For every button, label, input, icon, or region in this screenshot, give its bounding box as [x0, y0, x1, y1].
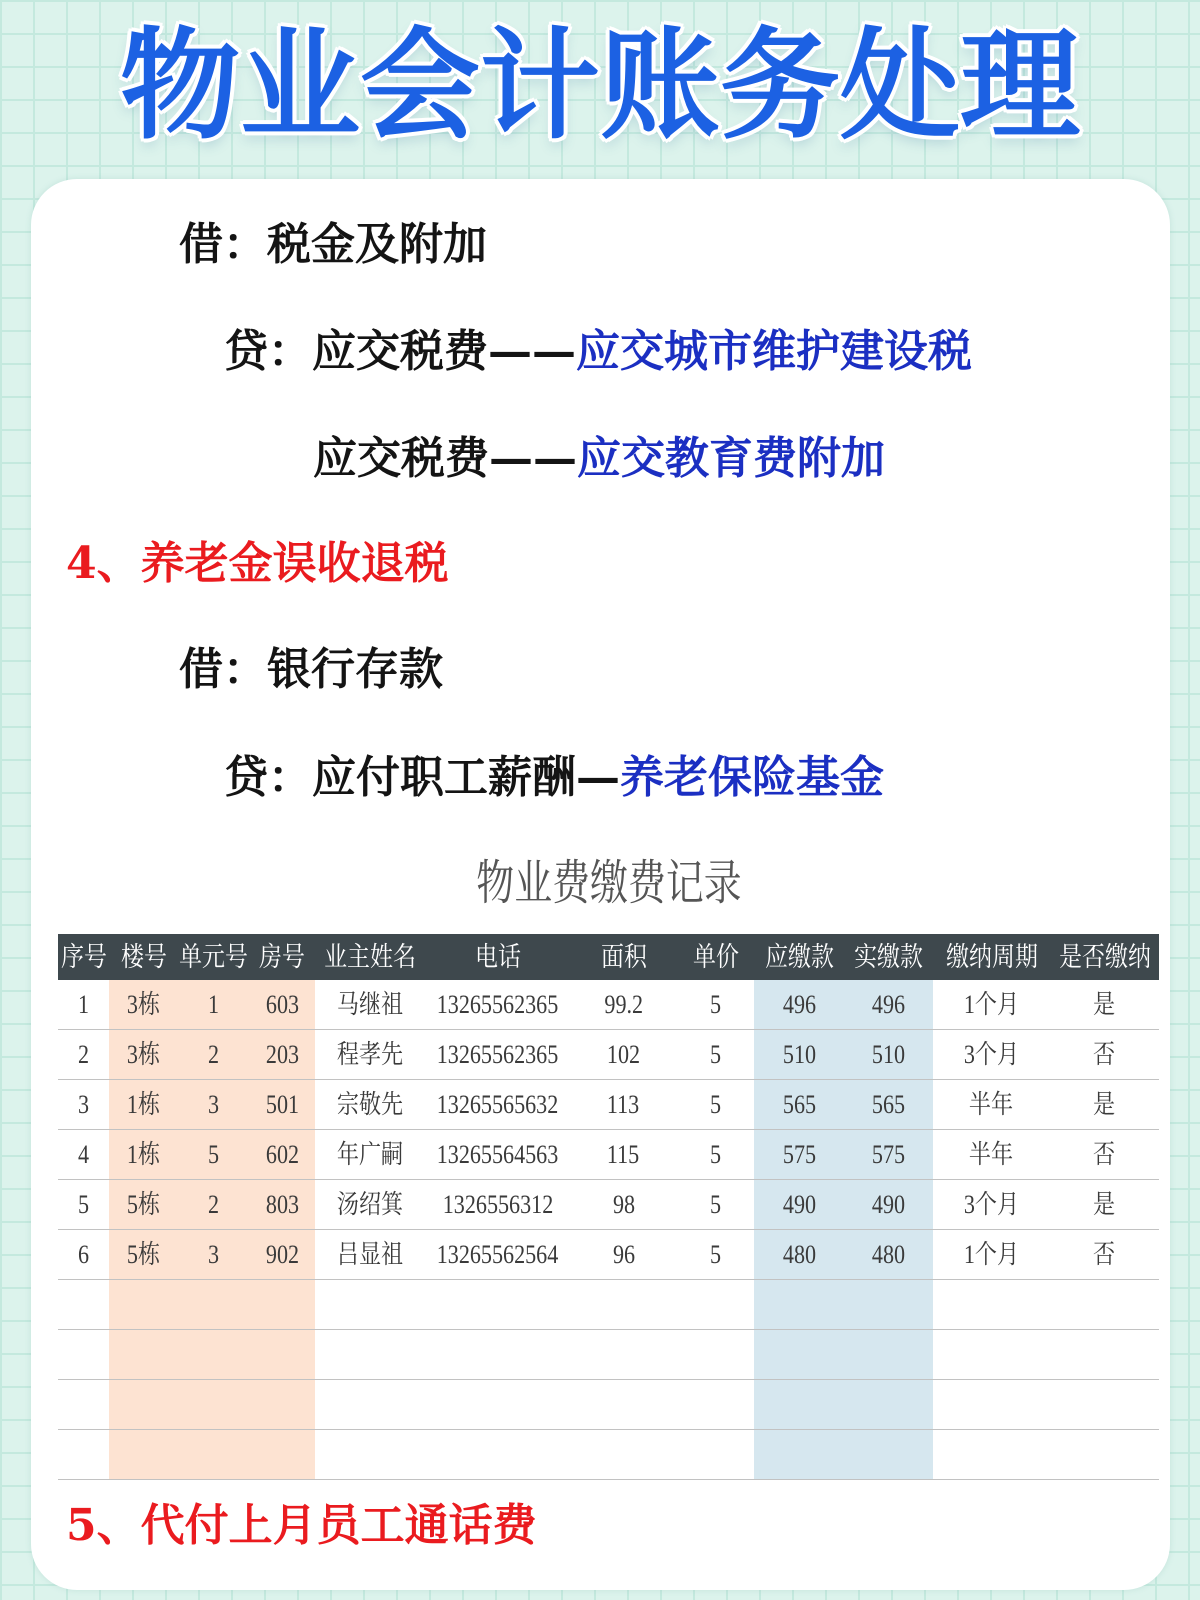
cell-room: [249, 1180, 315, 1229]
cell-amount-due: [754, 1230, 844, 1279]
cell-room-text: 501: [265, 1089, 299, 1119]
header-room: [249, 934, 315, 980]
section-4-heading: 4、养老金误收退税: [66, 538, 449, 589]
cell-owner-name-text: 年广嗣: [336, 1139, 404, 1169]
empty-cell: [249, 1430, 315, 1479]
cell-seq-text: 6: [77, 1239, 90, 1269]
header-area-text: 面积: [600, 941, 647, 973]
empty-cell: [249, 1330, 315, 1379]
cell-paid-status-text: 否: [1093, 1139, 1116, 1169]
tax-debit-line: [179, 219, 487, 271]
cell-area: [570, 1030, 677, 1079]
cell-owner-name-text: 程孝先: [336, 1039, 404, 1069]
empty-cell: [425, 1280, 570, 1329]
cell-room: [249, 980, 315, 1029]
cell-area-text: 96: [612, 1239, 635, 1269]
education-surcharge-credit-line: [313, 433, 885, 485]
cell-room: [249, 1030, 315, 1079]
cell-seq-text: 3: [77, 1089, 90, 1119]
header-amount-due: [754, 934, 844, 980]
header-unit-price-text: 单价: [692, 941, 739, 973]
cell-amount-due: [754, 1180, 844, 1229]
credit-prefix: 应交税费——: [313, 433, 577, 484]
cell-phone-text: 13265565632: [436, 1089, 559, 1119]
cell-phone: [425, 1180, 570, 1229]
header-unit: [178, 934, 249, 980]
cell-phone: [425, 1080, 570, 1129]
cell-paid-status: [1050, 1130, 1159, 1179]
cell-area: [570, 1130, 677, 1179]
cell-paid-status: [1050, 1030, 1159, 1079]
cell-owner-name: [315, 1080, 425, 1129]
cell-building-text: 3栋: [126, 989, 161, 1019]
table-row: [58, 1080, 1159, 1130]
empty-cell: [425, 1330, 570, 1379]
cell-amount-paid-text: 510: [871, 1039, 906, 1069]
cell-unit-price-text: 5: [709, 1089, 722, 1119]
fee-record-table: [58, 934, 1159, 1480]
empty-cell: [754, 1430, 844, 1479]
table-row: [58, 980, 1159, 1030]
empty-cell: [677, 1380, 754, 1429]
cell-unit-price: [677, 1130, 754, 1179]
header-amount-paid: [844, 934, 933, 980]
cell-unit-price-text: 5: [709, 1189, 722, 1219]
empty-cell: [58, 1280, 109, 1329]
cell-payment-period: [933, 1230, 1050, 1279]
header-amount-due-text: 应缴款: [764, 941, 834, 973]
empty-cell: [249, 1280, 315, 1329]
cell-unit-price: [677, 1230, 754, 1279]
cell-building-text: 5栋: [126, 1239, 161, 1269]
cell-area-text: 115: [607, 1139, 640, 1169]
cell-unit-price: [677, 1030, 754, 1079]
cell-payment-period: [933, 1030, 1050, 1079]
empty-cell: [1050, 1280, 1159, 1329]
section-5-heading: 5、代付上月员工通话费: [66, 1500, 537, 1551]
empty-cell: [570, 1380, 677, 1429]
cell-amount-paid-text: 496: [871, 989, 906, 1019]
cell-area: [570, 980, 677, 1029]
cell-phone-text: 13265562564: [436, 1239, 559, 1269]
table-title-text: 物业费缴费记录: [476, 855, 742, 911]
table-row: [58, 1180, 1159, 1230]
empty-cell: [249, 1380, 315, 1429]
empty-table-row: [58, 1380, 1159, 1430]
empty-cell: [754, 1280, 844, 1329]
cell-room-text: 902: [265, 1239, 299, 1269]
cell-payment-period-text: 3个月: [963, 1189, 1020, 1219]
cell-unit: [178, 980, 249, 1029]
cell-unit-price-text: 5: [709, 989, 722, 1019]
cell-seq: [58, 1180, 109, 1229]
cell-unit-text: 2: [207, 1039, 220, 1069]
cell-owner-name-text: 宗敬先: [336, 1089, 404, 1119]
empty-cell: [58, 1380, 109, 1429]
credit-prefix: 贷：应交税费——: [224, 326, 576, 377]
cell-amount-paid: [844, 1130, 933, 1179]
header-paid-status-text: 是否缴纳: [1058, 941, 1151, 973]
cell-payment-period-text: 3个月: [963, 1039, 1020, 1069]
table-title: [409, 853, 809, 913]
cell-amount-due-text: 575: [782, 1139, 816, 1169]
empty-cell: [425, 1430, 570, 1479]
header-building-text: 楼号: [120, 941, 167, 973]
cell-area-text: 99.2: [604, 989, 643, 1019]
cell-room: [249, 1130, 315, 1179]
cell-paid-status: [1050, 1080, 1159, 1129]
cell-owner-name-text: 汤绍箕: [336, 1189, 404, 1219]
cell-amount-paid-text: 490: [871, 1189, 906, 1219]
cell-amount-due: [754, 1130, 844, 1179]
cell-paid-status: [1050, 1230, 1159, 1279]
cell-amount-paid-text: 565: [871, 1089, 906, 1119]
cell-amount-paid: [844, 1180, 933, 1229]
cell-unit-text: 3: [207, 1239, 220, 1269]
cell-unit-text: 5: [207, 1139, 220, 1169]
header-area: [570, 934, 677, 980]
cell-paid-status-text: 是: [1093, 1089, 1116, 1119]
empty-cell: [677, 1330, 754, 1379]
cell-area-text: 98: [612, 1189, 635, 1219]
cell-building-text: 1栋: [126, 1089, 161, 1119]
cell-phone: [425, 1030, 570, 1079]
header-seq: [58, 934, 109, 980]
table-row: [58, 1230, 1159, 1280]
cell-building: [109, 1080, 178, 1129]
empty-cell: [178, 1280, 249, 1329]
cell-seq: [58, 1130, 109, 1179]
cell-building: [109, 1030, 178, 1079]
empty-cell: [109, 1380, 178, 1429]
header-seq-text: 序号: [60, 941, 107, 973]
table-row: [58, 1130, 1159, 1180]
empty-cell: [109, 1280, 178, 1329]
cell-unit-text: 1: [207, 989, 220, 1019]
cell-amount-due-text: 496: [782, 989, 816, 1019]
empty-table-row: [58, 1280, 1159, 1330]
cell-amount-paid: [844, 1080, 933, 1129]
cell-phone: [425, 1230, 570, 1279]
cell-amount-due-text: 510: [782, 1039, 816, 1069]
header-unit-text: 单元号: [179, 941, 248, 973]
cell-seq: [58, 1030, 109, 1079]
cell-room-text: 203: [265, 1039, 299, 1069]
empty-cell: [933, 1330, 1050, 1379]
cell-building: [109, 1230, 178, 1279]
header-payment-period-text: 缴纳周期: [945, 941, 1038, 973]
table-header-row: [58, 934, 1159, 980]
empty-cell: [315, 1330, 425, 1379]
cell-unit-price-text: 5: [709, 1139, 722, 1169]
cell-room: [249, 1230, 315, 1279]
cell-paid-status-text: 是: [1093, 989, 1116, 1019]
cell-amount-due-text: 490: [782, 1189, 816, 1219]
credit-account: 养老保险基金: [620, 752, 884, 803]
empty-cell: [58, 1430, 109, 1479]
cell-building: [109, 980, 178, 1029]
cell-phone-text: 1326556312: [442, 1189, 553, 1219]
cell-room-text: 603: [265, 989, 299, 1019]
cell-area-text: 113: [607, 1089, 640, 1119]
header-owner-name-text: 业主姓名: [324, 941, 416, 973]
header-phone: [425, 934, 570, 980]
cell-payment-period: [933, 1130, 1050, 1179]
empty-cell: [570, 1280, 677, 1329]
cell-paid-status: [1050, 1180, 1159, 1229]
cell-seq: [58, 1080, 109, 1129]
empty-cell: [178, 1330, 249, 1379]
credit-prefix: 贷：应付职工薪酬—: [224, 752, 620, 803]
cell-unit-price-text: 5: [709, 1039, 722, 1069]
cell-seq-text: 2: [77, 1039, 90, 1069]
cell-payment-period: [933, 980, 1050, 1029]
cell-room: [249, 1080, 315, 1129]
empty-cell: [178, 1430, 249, 1479]
cell-seq-text: 4: [77, 1139, 90, 1169]
header-amount-paid-text: 实缴款: [854, 941, 923, 973]
cell-unit-price: [677, 1080, 754, 1129]
cell-paid-status-text: 否: [1093, 1039, 1116, 1069]
cell-amount-due: [754, 1030, 844, 1079]
cell-amount-due-text: 565: [782, 1089, 816, 1119]
empty-table-row: [58, 1430, 1159, 1480]
debit-text: 借：银行存款: [179, 644, 443, 695]
cell-area: [570, 1080, 677, 1129]
cell-room-text: 602: [265, 1139, 299, 1169]
cell-unit: [178, 1180, 249, 1229]
cell-amount-due-text: 480: [782, 1239, 816, 1269]
cell-unit-text: 3: [207, 1089, 220, 1119]
table-row: [58, 1030, 1159, 1080]
empty-cell: [425, 1380, 570, 1429]
header-unit-price: [677, 934, 754, 980]
empty-cell: [844, 1380, 933, 1429]
empty-cell: [315, 1380, 425, 1429]
cell-unit-price: [677, 1180, 754, 1229]
empty-cell: [109, 1430, 178, 1479]
cell-unit: [178, 1130, 249, 1179]
cell-amount-paid: [844, 980, 933, 1029]
cell-amount-paid: [844, 1030, 933, 1079]
empty-cell: [109, 1330, 178, 1379]
cell-phone-text: 13265564563: [436, 1139, 559, 1169]
cell-seq-text: 1: [77, 989, 90, 1019]
city-tax-credit-line: [224, 326, 972, 378]
empty-cell: [58, 1330, 109, 1379]
cell-phone-text: 13265562365: [436, 989, 559, 1019]
cell-payment-period-text: 半年: [969, 1089, 1014, 1119]
cell-seq: [58, 980, 109, 1029]
cell-room-text: 803: [265, 1189, 299, 1219]
header-paid-status: [1050, 934, 1159, 980]
empty-cell: [315, 1280, 425, 1329]
header-owner-name: [315, 934, 425, 980]
empty-cell: [844, 1430, 933, 1479]
empty-cell: [1050, 1380, 1159, 1429]
cell-amount-paid-text: 575: [871, 1139, 906, 1169]
empty-cell: [933, 1430, 1050, 1479]
debit-text: 借：税金及附加: [179, 219, 487, 270]
cell-seq-text: 5: [77, 1189, 90, 1219]
cell-owner-name: [315, 1180, 425, 1229]
empty-cell: [570, 1430, 677, 1479]
cell-payment-period-text: 半年: [969, 1139, 1014, 1169]
cell-owner-name: [315, 1130, 425, 1179]
empty-cell: [933, 1280, 1050, 1329]
cell-owner-name: [315, 980, 425, 1029]
empty-cell: [1050, 1430, 1159, 1479]
cell-paid-status-text: 否: [1093, 1239, 1116, 1269]
cell-building-text: 1栋: [126, 1139, 161, 1169]
cell-amount-due: [754, 1080, 844, 1129]
page-title: 物业会计账务处理: [120, 17, 1080, 156]
cell-area: [570, 1230, 677, 1279]
cell-building-text: 5栋: [126, 1189, 161, 1219]
cell-owner-name: [315, 1030, 425, 1079]
credit-account: 应交城市维护建设税: [576, 326, 972, 377]
cell-phone-text: 13265562365: [436, 1039, 559, 1069]
empty-cell: [844, 1330, 933, 1379]
cell-payment-period: [933, 1080, 1050, 1129]
empty-cell: [677, 1430, 754, 1479]
header-payment-period: [933, 934, 1050, 980]
cell-area: [570, 1180, 677, 1229]
cell-owner-name: [315, 1230, 425, 1279]
cell-payment-period: [933, 1180, 1050, 1229]
header-building: [109, 934, 178, 980]
cell-phone: [425, 980, 570, 1029]
credit-account: 应交教育费附加: [577, 433, 885, 484]
empty-cell: [754, 1380, 844, 1429]
cell-amount-paid-text: 480: [871, 1239, 906, 1269]
cell-unit-text: 2: [207, 1189, 220, 1219]
empty-cell: [677, 1280, 754, 1329]
empty-cell: [570, 1330, 677, 1379]
empty-cell: [178, 1380, 249, 1429]
cell-unit-price: [677, 980, 754, 1029]
cell-area-text: 102: [606, 1039, 641, 1069]
empty-cell: [754, 1330, 844, 1379]
cell-unit-price-text: 5: [709, 1239, 722, 1269]
cell-payment-period-text: 1个月: [963, 989, 1020, 1019]
cell-amount-paid: [844, 1230, 933, 1279]
cell-building: [109, 1180, 178, 1229]
header-phone-text: 电话: [474, 941, 521, 973]
empty-cell: [1050, 1330, 1159, 1379]
cell-building-text: 3栋: [126, 1039, 161, 1069]
cell-phone: [425, 1130, 570, 1179]
cell-seq: [58, 1230, 109, 1279]
cell-unit: [178, 1230, 249, 1279]
empty-cell: [315, 1430, 425, 1479]
cell-amount-due: [754, 980, 844, 1029]
cell-building: [109, 1130, 178, 1179]
cell-owner-name-text: 马继祖: [336, 989, 404, 1019]
empty-cell: [844, 1280, 933, 1329]
cell-payment-period-text: 1个月: [963, 1239, 1020, 1269]
cell-unit: [178, 1080, 249, 1129]
empty-table-row: [58, 1330, 1159, 1380]
cell-paid-status-text: 是: [1093, 1189, 1116, 1219]
bank-deposit-debit-line: [179, 644, 443, 696]
cell-owner-name-text: 吕显祖: [336, 1239, 404, 1269]
cell-unit: [178, 1030, 249, 1079]
cell-paid-status: [1050, 980, 1159, 1029]
header-room-text: 房号: [259, 941, 305, 973]
pension-credit-line: [224, 752, 884, 804]
empty-cell: [933, 1380, 1050, 1429]
